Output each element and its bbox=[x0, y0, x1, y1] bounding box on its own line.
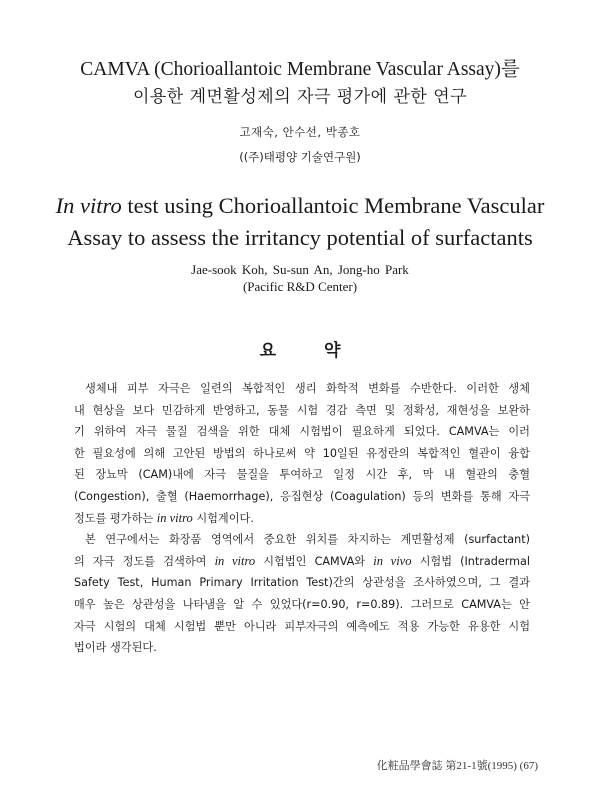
abstract-text: 된 장뇨막 (CAM)내에 자극 물질을 투여하고 일정 시간 후, 막 내 혈관의 충혈 bbox=[74, 468, 530, 482]
abstract-text: 본 연구에서는 화장품 영역에서 중요한 위치를 차지하는 계면활성제 (surfactant) bbox=[85, 533, 530, 547]
abstract-text: 매우 높은 상관성을 나타냄을 알 수 있었다(r=0.90, r=0.89). 그러므로 CAMVA는 안 bbox=[74, 597, 530, 611]
abstract-text: 기 위하여 자극 물질 검색을 위한 대체 시험법이 필요하게 되었다. CAMVA는 이러 bbox=[74, 425, 530, 439]
english-title-line-1-rest: test using Chorioallantoic Membrane Vascular bbox=[121, 193, 545, 218]
abstract-line bbox=[74, 378, 530, 400]
abstract-line bbox=[74, 572, 530, 594]
korean-title-line-2: 이용한 계면활성제의 자극 평가에 관한 연구 bbox=[132, 87, 468, 107]
korean-title-line-1: CAMVA (Chorioallantoic Membrane Vascular Assay)를 bbox=[80, 59, 520, 80]
abstract-line bbox=[74, 594, 530, 616]
abstract-line bbox=[74, 508, 530, 530]
abstract-italic-term: in vitro bbox=[214, 553, 256, 568]
korean-affiliation: ((주)태평양 기술연구원) bbox=[239, 150, 361, 164]
abstract-text: Safety Test, Human Primary Irritation Test)간의 상관성을 조사하였으며, 그 결과 bbox=[74, 576, 530, 590]
english-authors: Jae-sook Koh, Su-sun An, Jong-ho Park bbox=[191, 262, 409, 277]
abstract-text: 정도를 평가하는 bbox=[74, 511, 157, 525]
abstract-line bbox=[74, 464, 530, 486]
english-affiliation: (Pacific R&D Center) bbox=[242, 279, 358, 294]
journal-footer: 化粧品學會誌 第21-1號(1995) (67) bbox=[376, 760, 538, 772]
english-title-line-2: Assay to assess the irritancy potential of surfactants bbox=[67, 225, 533, 250]
abstract-line bbox=[74, 443, 530, 465]
abstract-text: 시험법 (Intradermal bbox=[411, 554, 530, 568]
english-title-italic: In vitro bbox=[55, 193, 122, 218]
abstract-text: 자극 시험의 대체 시험법 뿐만 아니라 피부자극의 예측에도 적용 가능한 유용한 시험 bbox=[74, 619, 530, 633]
abstract-line bbox=[74, 529, 530, 551]
abstract-line bbox=[74, 616, 530, 638]
abstract-text: 의 자극 정도를 검색하여 bbox=[74, 554, 215, 568]
abstract-line bbox=[74, 421, 530, 443]
abstract-line bbox=[74, 400, 530, 422]
abstract-body bbox=[74, 378, 530, 659]
abstract-text: 법이라 생각된다. bbox=[74, 641, 157, 655]
abstract-heading-char-1: 요 bbox=[259, 341, 276, 361]
abstract-italic-term: in vivo bbox=[373, 553, 412, 568]
abstract-text: 시험법인 CAMVA와 bbox=[255, 554, 374, 568]
abstract-italic-term: in vitro bbox=[156, 510, 193, 525]
korean-authors: 고재숙, 안수선, 박종호 bbox=[239, 125, 361, 139]
abstract-line bbox=[74, 486, 530, 508]
abstract-text: 한 필요성에 의해 고안된 방법의 하나로써 약 10일된 유정란의 복합적인 혈관이 융합 bbox=[74, 446, 530, 460]
abstract-text: (Congestion), 출혈 (Haemorrhage), 응집현상 (Coagulation) 등의 변화를 통해 자극 bbox=[74, 489, 530, 503]
abstract-text: 내 현상을 보다 민감하게 반영하고, 동물 시험 경감 측면 및 정확성, 재현성을 보완하 bbox=[74, 403, 530, 417]
abstract-line bbox=[74, 637, 530, 659]
abstract-text: 시험계이다. bbox=[192, 511, 254, 525]
abstract-heading-char-2: 약 bbox=[324, 341, 341, 361]
abstract-text: 생체내 피부 자극은 일련의 복합적인 생리 화학적 변화를 수반한다. 이러한 생체 bbox=[85, 382, 530, 395]
abstract-line bbox=[74, 551, 530, 573]
abstract-heading bbox=[0, 336, 600, 361]
english-title-line-1 bbox=[20, 190, 580, 221]
